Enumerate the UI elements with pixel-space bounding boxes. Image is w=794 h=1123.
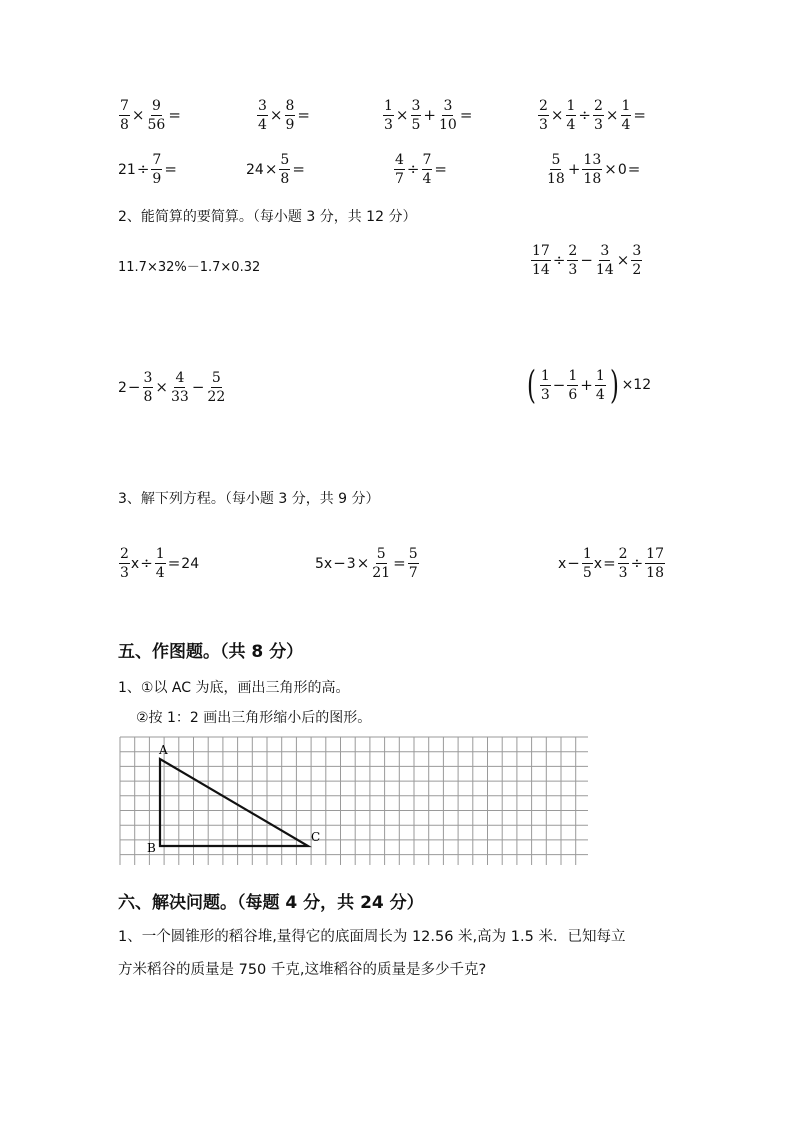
- section-5-heading: 五、作图题。（共 8 分）: [118, 642, 304, 662]
- triangle-abc: [160, 759, 308, 846]
- operator: =: [164, 160, 177, 178]
- fraction: [285, 98, 296, 133]
- operator: −: [191, 378, 205, 396]
- fraction: [582, 152, 602, 187]
- fraction: [119, 546, 130, 581]
- section-2-note: （每小题 3 分，共 12 分）: [252, 209, 417, 225]
- denominator: 18: [646, 565, 664, 581]
- operator: +: [423, 106, 436, 124]
- denominator: 3: [384, 117, 393, 133]
- fraction: [279, 152, 290, 187]
- term: x: [130, 555, 140, 572]
- denominator: 18: [583, 171, 602, 187]
- operator: −: [552, 375, 566, 394]
- fraction: [155, 546, 166, 581]
- operator: ÷: [406, 160, 420, 178]
- section-5-item-1: 1、①以 AC 为底，画出三角形的高。: [118, 680, 350, 696]
- operator: =: [627, 160, 641, 178]
- term: 24: [181, 555, 200, 572]
- operator: ×: [131, 106, 145, 124]
- denominator: 22: [207, 389, 226, 405]
- denominator: 3: [540, 386, 550, 403]
- fraction: [170, 370, 190, 405]
- fraction: [257, 98, 268, 133]
- fraction: [631, 243, 642, 278]
- operator: ×: [269, 106, 283, 124]
- numerator: 1: [384, 98, 393, 114]
- fraction: [645, 546, 665, 581]
- equation-3: [558, 546, 666, 581]
- label-b: B: [147, 841, 156, 855]
- simplify-q4-tail: ×12: [621, 377, 652, 393]
- oral-calc-c: [382, 98, 473, 133]
- oral-calc-a: [118, 98, 182, 133]
- denominator: 5: [411, 117, 421, 133]
- operator: =: [168, 106, 181, 124]
- numerator: 5: [551, 152, 561, 168]
- numerator: 3: [632, 243, 642, 259]
- numerator: 7: [422, 152, 432, 168]
- numerator: 3: [443, 98, 453, 114]
- section-5-item-2: ②按 1：2 画出三角形缩小后的图形。: [136, 710, 372, 726]
- term: x: [558, 555, 567, 572]
- numerator: 3: [600, 243, 610, 259]
- operator: =: [393, 554, 406, 572]
- denominator: 3: [120, 565, 129, 581]
- denominator: 33: [171, 389, 189, 405]
- numerator: 1: [155, 546, 165, 562]
- numerator: 5: [280, 152, 290, 168]
- denominator: 3: [618, 565, 628, 581]
- numerator: 1: [566, 98, 576, 114]
- denominator: 14: [532, 262, 550, 278]
- denominator: 4: [621, 117, 631, 133]
- denominator: 4: [595, 386, 605, 403]
- simplify-q3: [118, 370, 227, 405]
- numerator: 3: [143, 370, 153, 386]
- numerator: 1: [582, 546, 592, 562]
- operator: −: [580, 251, 593, 269]
- oral-calc-h: [545, 152, 641, 187]
- fraction: [422, 152, 433, 187]
- operator: ×: [395, 106, 409, 124]
- operator: =: [297, 106, 310, 124]
- denominator: 4: [566, 117, 576, 133]
- numerator: 9: [151, 98, 161, 114]
- numerator: 4: [395, 152, 404, 168]
- section-3-title-text: 3、解下列方程。: [118, 491, 225, 507]
- fraction: [546, 152, 566, 187]
- term: 0: [617, 161, 627, 178]
- fraction: [540, 368, 551, 403]
- fraction: [531, 243, 551, 278]
- operator: ÷: [578, 106, 591, 124]
- fraction: [143, 370, 154, 405]
- simplify-q4: [524, 363, 652, 407]
- operator: =: [292, 160, 305, 178]
- term: 24: [246, 161, 264, 178]
- fraction: [206, 370, 226, 405]
- operator: ×: [356, 554, 370, 572]
- equation-1: [118, 546, 199, 581]
- fraction: [567, 243, 578, 278]
- denominator: 8: [120, 117, 129, 133]
- simplify-q2: [530, 243, 643, 278]
- term: 3: [346, 555, 356, 572]
- fraction: [593, 98, 604, 133]
- right-paren: ): [609, 363, 619, 407]
- oral-calc-g: [393, 152, 448, 187]
- denominator: 18: [547, 171, 565, 187]
- denominator: 3: [594, 117, 603, 133]
- numerator: 7: [152, 152, 162, 168]
- operator: ÷: [552, 251, 566, 269]
- numerator: 8: [285, 98, 295, 114]
- numerator: 5: [211, 370, 221, 386]
- oral-calc-e: [118, 152, 178, 187]
- label-a: A: [159, 743, 168, 757]
- oral-calc-b: [256, 98, 311, 133]
- term: 5x: [315, 555, 333, 572]
- oral-calc-f: [246, 152, 306, 187]
- simplify-q4-inner: [539, 368, 607, 403]
- fraction: [621, 98, 632, 133]
- section-3-title: [118, 488, 380, 508]
- denominator: 9: [152, 171, 162, 187]
- fraction: [595, 368, 606, 403]
- numerator: 17: [532, 243, 550, 259]
- denominator: 56: [147, 117, 166, 133]
- operator: =: [633, 106, 646, 124]
- fraction: [408, 546, 419, 581]
- denominator: 9: [285, 117, 295, 133]
- simplify-q1: 11.7×32%－1.7×0.32: [118, 260, 261, 275]
- problem-1-line-2: 方米稻谷的质量是 750 千克,这堆稻谷的质量是多少千克?: [118, 962, 487, 978]
- operator: −: [567, 554, 580, 572]
- numerator: 4: [175, 370, 185, 386]
- problem-1-line-1: 1、一个圆锥形的稻谷堆,量得它的底面周长为 12.56 米,高为 1.5 米．已知每立: [118, 929, 626, 945]
- section-6-heading: 六、解决问题。（每题 4 分，共 24 分）: [118, 893, 424, 913]
- operator: +: [567, 160, 581, 178]
- operator: =: [459, 106, 473, 124]
- grid-drawing: [118, 735, 592, 868]
- fraction: [394, 152, 405, 187]
- operator: −: [333, 554, 346, 572]
- numerator: 2: [539, 98, 548, 114]
- fraction: [538, 98, 549, 133]
- fraction: [567, 368, 578, 403]
- operator: −: [127, 378, 141, 396]
- operator: ÷: [140, 554, 153, 572]
- denominator: 8: [143, 389, 153, 405]
- denominator: 4: [422, 171, 432, 187]
- denominator: 21: [372, 565, 391, 581]
- denominator: 5: [582, 565, 592, 581]
- operator: ×: [616, 251, 630, 269]
- numerator: 1: [540, 367, 550, 384]
- label-c: C: [311, 830, 321, 844]
- fraction: [411, 98, 422, 133]
- numerator: 1: [595, 367, 605, 384]
- fraction: [566, 98, 577, 133]
- fraction: [582, 546, 593, 581]
- fraction: [147, 98, 167, 133]
- term: 21: [118, 161, 136, 178]
- fraction: [371, 546, 391, 581]
- numerator: 3: [258, 98, 267, 114]
- operator: +: [580, 375, 593, 394]
- denominator: 8: [280, 171, 290, 187]
- denominator: 7: [408, 565, 418, 581]
- numerator: 3: [411, 98, 421, 114]
- numerator: 2: [568, 243, 578, 259]
- numerator: 17: [646, 546, 664, 562]
- left-paren: (: [526, 363, 536, 407]
- operator: ÷: [630, 554, 644, 572]
- operator: =: [434, 160, 447, 178]
- operator: ×: [550, 106, 564, 124]
- operator: ×: [155, 378, 168, 396]
- numerator: 1: [568, 367, 578, 384]
- numerator: 2: [120, 546, 129, 562]
- operator: ×: [604, 160, 617, 178]
- denominator: 10: [439, 117, 457, 133]
- denominator: 3: [568, 262, 578, 278]
- fraction: [595, 243, 615, 278]
- denominator: 2: [632, 262, 642, 278]
- section-2-title-text: 2、能简算的要简算。: [118, 209, 253, 225]
- section-2-title: [118, 206, 416, 226]
- numerator: 1: [621, 98, 631, 114]
- numerator: 7: [120, 98, 129, 114]
- denominator: 6: [568, 386, 578, 403]
- fraction: [383, 98, 394, 133]
- fraction: [618, 546, 629, 581]
- operator: =: [167, 554, 181, 572]
- operator: ÷: [136, 160, 150, 178]
- operator: =: [603, 554, 616, 572]
- denominator: 3: [539, 117, 548, 133]
- denominator: 7: [395, 171, 404, 187]
- fraction: [151, 152, 162, 187]
- oral-calc-d: [537, 98, 647, 133]
- fraction: [438, 98, 458, 133]
- term: x: [593, 555, 603, 572]
- section-3-note: （每小题 3 分，共 9 分）: [224, 491, 380, 507]
- numerator: 2: [594, 98, 603, 114]
- fraction: [119, 98, 130, 133]
- numerator: 2: [618, 546, 628, 562]
- operator: ×: [264, 160, 278, 178]
- term: 2: [118, 379, 127, 396]
- operator: ×: [605, 106, 619, 124]
- denominator: 4: [155, 565, 165, 581]
- numerator: 13: [583, 152, 602, 168]
- denominator: 14: [595, 262, 614, 278]
- equation-2: [315, 546, 420, 581]
- numerator: 5: [376, 546, 386, 562]
- numerator: 5: [408, 546, 418, 562]
- denominator: 4: [258, 117, 267, 133]
